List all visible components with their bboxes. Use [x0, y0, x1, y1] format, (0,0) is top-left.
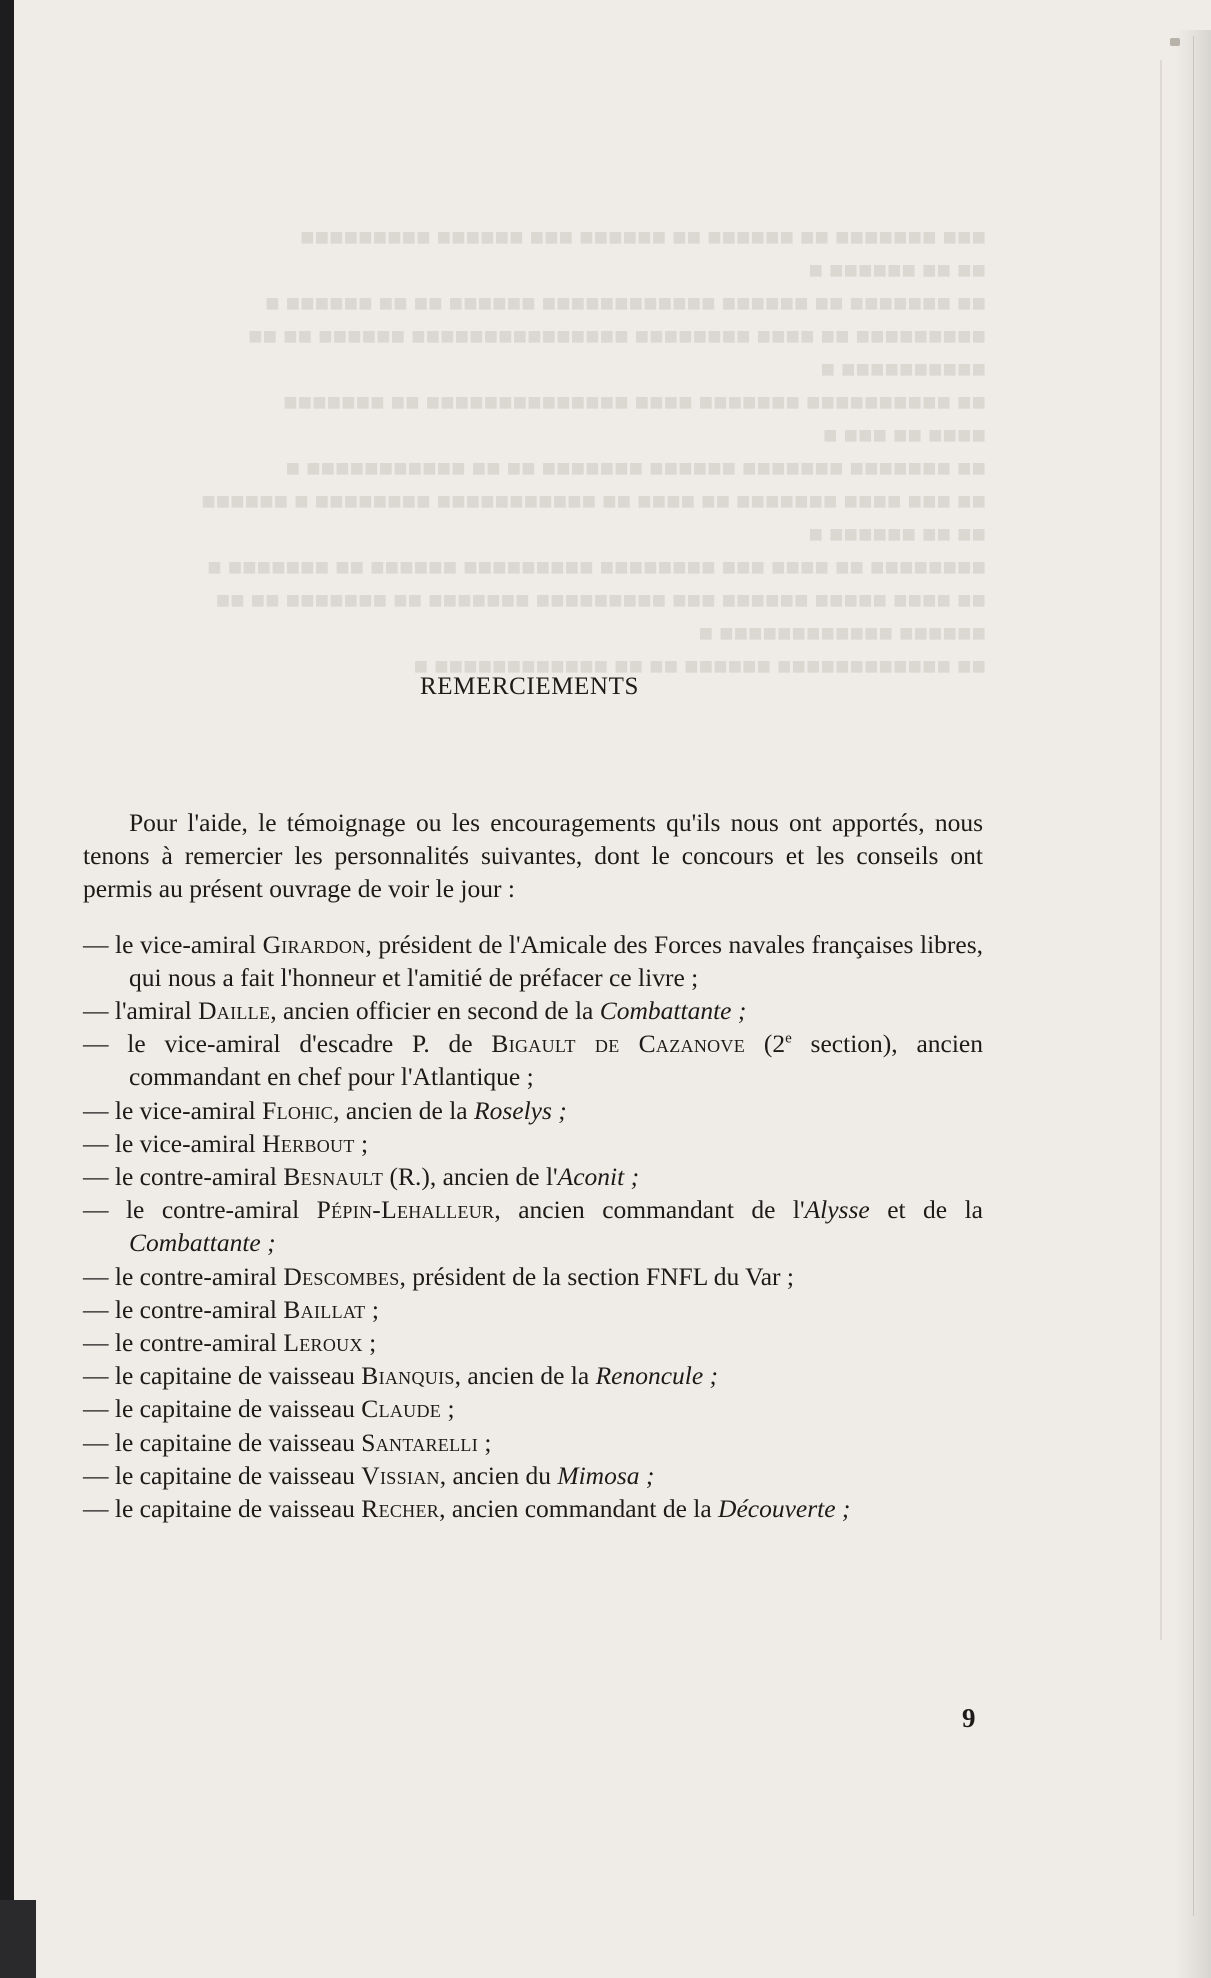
person-name: Santarelli [361, 1427, 478, 1457]
entry-text: ; [362, 1328, 377, 1358]
ship-name: Découverte ; [718, 1494, 851, 1524]
entry-text: ; [477, 1427, 492, 1457]
page-heading: REMERCIEMENTS [420, 673, 639, 700]
acknowledgement-entry [83, 1459, 983, 1492]
entry-text: , ancien de la [333, 1095, 474, 1125]
intro-paragraph: Pour l'aide, le témoignage ou les encouragements qu'ils nous ont apportés, nous tenons à remercier les personnalités suivantes, dont le concours et les conseils ont permis au présent ouvrage de voir le jour : [83, 808, 983, 904]
person-name: Herbout [262, 1128, 355, 1158]
entry-text: , ancien officier en second de la [270, 996, 600, 1026]
person-name: Vissian [361, 1460, 440, 1490]
page-edge-line [1193, 36, 1194, 1916]
person-name: Recher [361, 1494, 440, 1524]
entry-text: , ancien commandant de la [439, 1494, 719, 1524]
acknowledgement-entry [83, 994, 983, 1027]
person-name: Daille [198, 996, 271, 1026]
entry-text: — le capitaine de vaisseau [83, 1460, 362, 1490]
person-name: Descombes [283, 1261, 400, 1291]
ship-name: Mimosa ; [557, 1460, 655, 1490]
entry-text: ; [441, 1394, 455, 1424]
entry-text: — le contre-amiral [83, 1328, 284, 1358]
ship-name: Roselys ; [474, 1095, 567, 1125]
book-spine-corner [0, 1900, 36, 1978]
entry-text: (R.), ancien de l' [383, 1162, 558, 1192]
acknowledgement-entry [83, 1492, 983, 1525]
entry-text: section), ancien commandant en chef pour l'Atlantique ; [129, 1029, 983, 1092]
entry-text: , ancien commandant de l' [494, 1195, 805, 1225]
ship-name: Renoncule ; [595, 1361, 719, 1391]
entry-text: — le contre-amiral [83, 1162, 284, 1192]
acknowledgement-entry [83, 1260, 983, 1293]
entry-text: — le capitaine de vaisseau [83, 1494, 362, 1524]
entry-text: — le contre-amiral [83, 1294, 284, 1324]
person-name: Pépin-Lehalleur [316, 1195, 495, 1225]
person-name: Bianquis [361, 1361, 455, 1391]
person-name: Girardon [262, 929, 366, 959]
entry-text: — l'amiral [83, 996, 199, 1026]
acknowledgement-entry [83, 1392, 983, 1425]
acknowledgement-entry [83, 1193, 983, 1259]
book-spine [0, 0, 14, 1978]
person-name: Claude [361, 1394, 442, 1424]
paper-mark [1170, 38, 1180, 46]
person-name: Leroux [283, 1328, 363, 1358]
entry-text: et de la [869, 1195, 983, 1225]
acknowledgements-list [83, 928, 983, 1526]
acknowledgement-entry [83, 1027, 983, 1093]
ship-name: Combattante ; [129, 1228, 276, 1258]
entry-text: — le vice-amiral [83, 1095, 263, 1125]
page-fold-line [1160, 60, 1162, 1640]
entry-text: (2 [745, 1029, 786, 1059]
ship-name: Combattante ; [599, 996, 747, 1026]
acknowledgements-body [83, 806, 983, 1525]
entry-text: — le capitaine de vaisseau [83, 1361, 362, 1391]
entry-text: — le contre-amiral [83, 1261, 284, 1291]
entry-text: — le capitaine de vaisseau [83, 1427, 362, 1457]
entry-text: , ancien du [439, 1460, 558, 1490]
person-name: Baillat [283, 1294, 366, 1324]
person-name: Bigault de Cazanove [491, 1029, 746, 1059]
acknowledgement-entry [83, 1127, 983, 1160]
entry-text: , président de la section FNFL du Var ; [399, 1261, 795, 1291]
entry-text: e [785, 1030, 792, 1047]
page-number: 9 [962, 1703, 976, 1733]
entry-text: — le vice-amiral [83, 929, 263, 959]
acknowledgement-entry [83, 1293, 983, 1326]
acknowledgement-entry [83, 1160, 983, 1193]
entry-text: ; [365, 1294, 379, 1324]
entry-text: — le capitaine de vaisseau [83, 1394, 362, 1424]
ship-name: Alysse [804, 1195, 870, 1225]
acknowledgement-entry [83, 928, 983, 994]
entry-text: — le contre-amiral [83, 1195, 317, 1225]
entry-text: — le vice-amiral d'escadre P. de [83, 1029, 492, 1059]
entry-text: — le vice-amiral [83, 1128, 263, 1158]
acknowledgement-entry [83, 1359, 983, 1392]
acknowledgement-entry [83, 1426, 983, 1459]
entry-text: ; [354, 1128, 369, 1158]
entry-text: , président de l'Amicale des Forces navales françaises libres, qui nous a fait l'honneur et l'amitié de préfacer ce livre ; [129, 929, 984, 992]
entry-text: , ancien de la [454, 1361, 596, 1391]
acknowledgement-entry [83, 1326, 983, 1359]
person-name: Flohic [262, 1095, 334, 1125]
ship-name: Aconit ; [557, 1162, 640, 1192]
acknowledgement-entry [83, 1094, 983, 1127]
bleed-through-text: ■■■ ■■■■■■■ ■■ ■■■■■■ ■■ ■■■■■■ ■■■ ■■■■■■ ■■■■■■■■■ ■■ ■■ ■■■■■■ ■ ■■ ■■■■■■■ ■■ ■■■■■■ ■■■■■■■■■■■■ ■■■■■■ ■■ ■■ ■■■■■■ ■ ■■■■■■■■■ ■■ ■■■■ ■■■■■■■■ ■■■■■■■■■■■■■■■ ■■■■■■ ■■ ■■ ■■■■■■■■■■ ■ ■■ ■■■■■■■■■■ ■■■■■■■ ■■■■ ■■■■■■■■■■■■■■ ■■ ■■■■■■■ ■■■■ ■■ ■■■ ■ ■■ ■■■■■■■ ■■■■■■■ ■■■■■■ ■■■■■■■ ■■ ■■ ■■■■■■■■■■■ ■ ■■ ■■■ ■■■■ ■■■■■■■ ■■ ■■■■ ■■ ■■■■■■■■■■■ ■■■■■■■■ ■ ■■■■■■ ■■ ■■ ■■■■■■ ■ ■■■■■■■■ ■■ ■■■■ ■■■ ■■■■■■■■ ■■■■■■■■■ ■■■■■■ ■■ ■■■■■■■ ■ ■■ ■■■■ ■■■■■ ■■■■■■ ■■■ ■■■■■■■■■ ■■■■■■■ ■■ ■■■■■■■ ■■ ■■ ■■■■■■ ■■■■■■■■■■■■ ■ ■■ ■■■■■■■■■■■■ ■■■■■■ ■■ ■■ ■■■■■■■■■■■■ ■ [201, 225, 986, 680]
person-name: Besnault [283, 1162, 384, 1192]
